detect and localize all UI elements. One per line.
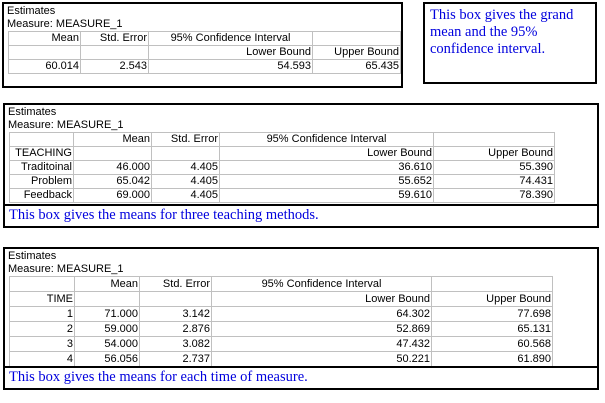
header-row-2 (10, 147, 555, 161)
teaching-caption: This box gives the means for three teaching methods. (5, 204, 597, 226)
header-row-1 (9, 32, 401, 46)
cell-mean: 46.000 (74, 161, 152, 175)
table-title: Estimates (8, 250, 57, 262)
cell-mean: 69.000 (74, 189, 152, 203)
teaching-estimates-panel (3, 103, 599, 228)
cell-mean: 59.000 (75, 322, 140, 337)
cell-mean: 54.000 (75, 337, 140, 352)
col-header-upper-bound: Upper Bound (434, 147, 555, 161)
row-label: 2 (10, 322, 75, 337)
time-caption: This box gives the means for each time of measure. (5, 366, 597, 388)
row-label: 4 (10, 352, 75, 367)
cell-lower-bound: 55.652 (220, 175, 434, 189)
col-header-lower-bound: Lower Bound (220, 147, 434, 161)
measure-label: Measure: MEASURE_1 (8, 263, 124, 275)
cell-lower-bound: 36.610 (220, 161, 434, 175)
cell-std-error: 4.405 (152, 161, 220, 175)
grand-mean-estimates-panel (2, 2, 403, 88)
cell-lower-bound: 54.593 (149, 60, 313, 74)
col-header-upper-bound: Upper Bound (313, 46, 401, 60)
cell-std-error: 2.543 (81, 60, 149, 74)
row-label: 3 (10, 337, 75, 352)
col-header-mean: Mean (9, 32, 81, 46)
table-row (10, 352, 553, 367)
blank-cell (74, 147, 152, 161)
blank-cell (10, 277, 75, 292)
grand-mean-table (8, 31, 401, 74)
factor-header-teaching: TEACHING (10, 147, 74, 161)
ci-header: 95% Confidence Interval (212, 277, 432, 292)
cell-upper-bound: 55.390 (434, 161, 555, 175)
cell-std-error: 4.405 (152, 175, 220, 189)
cell-lower-bound: 47.432 (212, 337, 432, 352)
blank-cell (434, 133, 555, 147)
time-estimates-panel (3, 247, 599, 390)
ci-header: 95% Confidence Interval (149, 32, 313, 46)
cell-upper-bound: 60.568 (432, 337, 553, 352)
ci-header: 95% Confidence Interval (220, 133, 434, 147)
col-header-mean: Mean (74, 133, 152, 147)
cell-upper-bound: 74.431 (434, 175, 555, 189)
cell-std-error: 2.876 (140, 322, 212, 337)
cell-std-error: 2.737 (140, 352, 212, 367)
cell-lower-bound: 52.869 (212, 322, 432, 337)
row-label: Problem (10, 175, 74, 189)
annotation-text: This box gives the grand mean and the 95% confidence interval. (430, 7, 574, 57)
blank-cell (81, 46, 149, 60)
annotation-box (423, 2, 597, 84)
teaching-table (9, 132, 555, 203)
cell-upper-bound: 78.390 (434, 189, 555, 203)
cell-mean: 65.042 (74, 175, 152, 189)
col-header-lower-bound: Lower Bound (212, 292, 432, 307)
cell-lower-bound: 64.302 (212, 307, 432, 322)
header-row-1 (10, 277, 553, 292)
cell-std-error: 4.405 (152, 189, 220, 203)
col-header-std-error: Std. Error (152, 133, 220, 147)
cell-upper-bound: 77.698 (432, 307, 553, 322)
col-header-upper-bound: Upper Bound (432, 292, 553, 307)
table-row (10, 189, 555, 203)
blank-cell (75, 292, 140, 307)
row-label: Traditoinal (10, 161, 74, 175)
measure-label: Measure: MEASURE_1 (7, 18, 123, 30)
col-header-std-error: Std. Error (140, 277, 212, 292)
table-title: Estimates (8, 106, 57, 118)
cell-mean: 71.000 (75, 307, 140, 322)
cell-mean: 56.056 (75, 352, 140, 367)
measure-label: Measure: MEASURE_1 (8, 119, 124, 131)
cell-upper-bound: 65.435 (313, 60, 401, 74)
cell-upper-bound: 65.131 (432, 322, 553, 337)
cell-std-error: 3.142 (140, 307, 212, 322)
blank-cell (313, 32, 401, 46)
time-table (9, 276, 553, 367)
row-label: Feedback (10, 189, 74, 203)
cell-lower-bound: 59.610 (220, 189, 434, 203)
col-header-std-error: Std. Error (81, 32, 149, 46)
table-row (10, 175, 555, 189)
cell-upper-bound: 61.890 (432, 352, 553, 367)
table-row (9, 60, 401, 74)
col-header-lower-bound: Lower Bound (149, 46, 313, 60)
table-title: Estimates (7, 5, 56, 17)
factor-header-time: TIME (10, 292, 75, 307)
header-row-2 (9, 46, 401, 60)
table-row (10, 337, 553, 352)
table-row (10, 322, 553, 337)
col-header-mean: Mean (75, 277, 140, 292)
table-row (10, 307, 553, 322)
cell-std-error: 3.082 (140, 337, 212, 352)
blank-cell (140, 292, 212, 307)
blank-cell (9, 46, 81, 60)
cell-mean: 60.014 (9, 60, 81, 74)
cell-lower-bound: 50.221 (212, 352, 432, 367)
header-row-2 (10, 292, 553, 307)
blank-cell (10, 133, 74, 147)
blank-cell (152, 147, 220, 161)
row-label: 1 (10, 307, 75, 322)
table-row (10, 161, 555, 175)
header-row-1 (10, 133, 555, 147)
blank-cell (432, 277, 553, 292)
